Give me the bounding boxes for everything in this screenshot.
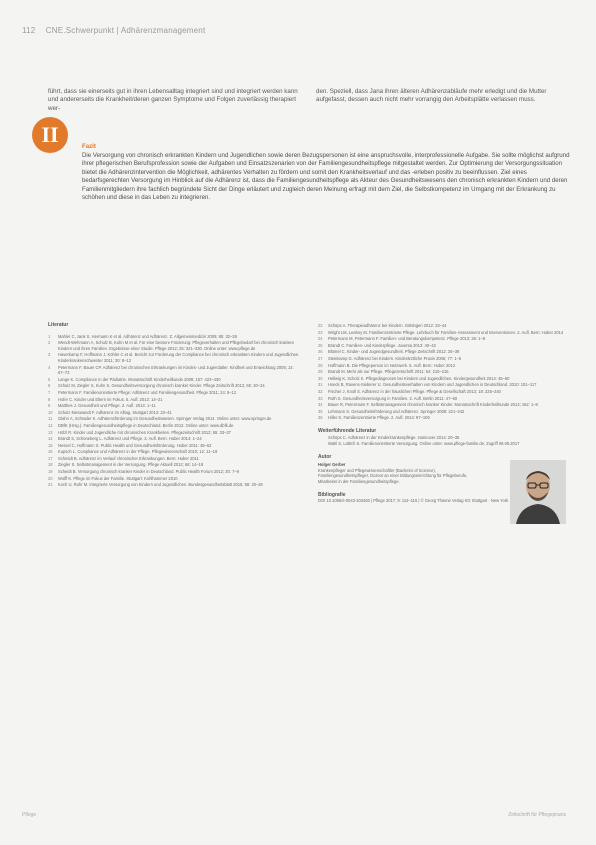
- reference-item: [318, 343, 570, 349]
- reference-number: 25: [318, 342, 323, 348]
- reference-item: [318, 336, 570, 342]
- reference-number: [318, 441, 328, 447]
- reference-number: 13: [48, 429, 53, 435]
- bibliography-heading: Bibliografie: [318, 491, 346, 498]
- bibliography-text: DOI 10.1055/s-0043-103460 | Pflege 2017; 9: 112–116 | © Georg Thieme Verlag KG Stuttgart · New York: [318, 498, 509, 504]
- reference-number: 24: [318, 336, 323, 342]
- reference-text: Petermann F, Bauer CP. Adhärenz bei chronischen Erkrankungen im Kindes- und Jugendalter. Kindheit und Entwicklung 2005; 14: 67–73: [58, 364, 294, 376]
- reference-text: Petermann F. Familienorientierte Pflege: Adhärenz und Familiengesundheit. Pflege 2011; 24: 5–12: [58, 389, 237, 395]
- reference-number: 22: [318, 323, 323, 328]
- reference-number: 7: [48, 389, 51, 395]
- reference-item: [318, 376, 570, 382]
- reference-text: Kupsch L. Compliance und Adhärenz in der Pflege. Pflegewissenschaft 2010; 12: 11–19: [58, 449, 218, 455]
- references-right: [318, 323, 570, 504]
- reference-number: 21: [48, 482, 53, 488]
- reference-item: [48, 365, 300, 376]
- reference-item: [48, 403, 300, 409]
- reference-text: DBfK (Hrsg.). Familiengesundheitspflege in Deutschland. Berlin 2012. Online unter: www.dbfk.de: [58, 422, 234, 428]
- reference-number: 3: [48, 352, 51, 358]
- reference-number: 36: [318, 415, 323, 421]
- author-bio: Krankenpfleger und Pflegewissenschaftler (Bachelor of Science), Familiengesundheitspfleger, Dozent an einer Bildungseinrichtung für Pflegeberufe, Mitarbeiter in der Familiengesundheitspflege.: [318, 467, 468, 485]
- reference-text: Wolff K. Pflege im Fokus der Familie. Stuttgart: Kohlhammer 2010: [58, 475, 178, 481]
- summary-text: Die Versorgung von chronisch erkrankten Kindern und Jugendlichen sowie deren Bezugspersonen ist eine anspruchsvolle, interprofessionelle Aufgabe. Sie sollte möglichst aufgrund ihrer pflegerischen Berufsprofession sowie der Aufgaben und Einsatzszenarien von der Familiengesundheitspflege mitgestaltet werden. Zur Optimierung der Versorgungssituation bietet die Adhärenzintervention die Möglichkeit, adhärentes Verhalten zu fördern und somit den Krankheitsverlauf und das -erleben positiv zu beeinflussen. Ziel eines bedarfsgerechten Versorgung im Hinblick auf die Adhärenz ist, dass die Familiengesundheitspflege als Akteur des Gesundheitswesens den chronisch erkrankten Kindern und deren Familienmitgliedern ihre fachlich begründete Sicht der Dinge erläutert und zugleich deren Meinung erfragt mit dem Ziel, die Selbstkompetenz im Umgang mit der Erkrankung zu schöhen und diese in das Leben zu integrieren.: [82, 151, 570, 201]
- reference-text: Mahler C, Jank S, Hermann K et al. Adhärenz und Adhärenz. Z. Allgemeinmedizin 2009; 85: 32–38: [58, 333, 237, 339]
- reference-item: [48, 430, 300, 436]
- further-reading-heading: Weiterführende Literatur: [318, 427, 377, 434]
- reference-number: 10: [48, 409, 53, 415]
- reference-text: Lehmann S. Gesundheitsförderung und Adhärenz. Springer 2008: 221–242: [328, 408, 465, 414]
- reference-text: Hofer C. Kinder und Eltern im Fokus. 5. Aufl. 2013: 14–21: [58, 396, 163, 402]
- reference-item: [318, 396, 570, 402]
- reference-item: [48, 423, 300, 429]
- reference-item: [48, 377, 300, 383]
- reference-text: Wendt-Wehmann A, Schulz B, Kuhn M et al. Für eine bessere Förderung: Pflegeverhalten und Pflegebedarf bei chronisch kranken Kindern und ihren Familien. Ergebnisse einer Studie. Pflege 2012; 25: 321–330. Online unter: www.pflege.de: [58, 340, 295, 351]
- reference-text: Schulz-Nieswandt F. Adhärenz im Alltag. Stuttgart 2013: 23–41: [58, 409, 172, 415]
- reference-text: Haverkamp F, Hoffmann J, Köhler C et al. Bericht zur Förderung der Compliance bei chronisch erkrankten Kindern und Jugendlichen. Kinderkrankenschwester 2011; 30: 8–12: [58, 352, 300, 363]
- reference-text: Hoeck B, Ravens-Sieberer U. Gesundheitsverhalten von Kindern und Jugendlichen in Deutschland. 2010: 101–117: [328, 382, 537, 388]
- reference-item: [48, 476, 300, 482]
- reference-text: Koch U, Ruhr M. Integrierte Versorgung von Kindern und Jugendlichen. Bundesgesundheitsblatt 2015; 58: 20–26: [58, 482, 263, 488]
- reference-item: [318, 415, 570, 421]
- running-header: [22, 26, 205, 35]
- reference-number: 8: [48, 396, 51, 402]
- section-title: CNE.Schwerpunkt | Adhärenzmanagement: [45, 26, 206, 35]
- body-text-left: führt, dass sie einerseits gut in ihren Lebensalltag integriert sind und integriert werden kann und andererseits die Krankheit/deren ganzen Symptome und Folgen zuverlässig therapiert wer-: [48, 88, 298, 112]
- reference-item: [318, 402, 570, 408]
- reference-item: [48, 482, 300, 488]
- reference-text: Brandt M. Mehr als nur Pflege. Pflegezeitschrift 2011; 64: 210–215: [328, 369, 449, 375]
- reference-text: Hoffmann B. Die Pflegeperson im Netzwerk. 5. Aufl. Bern: Huber 2012: [328, 362, 456, 368]
- reference-text: Nessel C, Hoffmann S. Public Health und Gesundheitsförderung. Huber 2011: 45–62: [58, 442, 212, 448]
- reference-number: 26: [318, 349, 323, 355]
- further-reading-list: [318, 435, 570, 447]
- reference-item: [48, 352, 300, 363]
- reference-item: [48, 416, 300, 422]
- reference-item: [318, 409, 570, 415]
- reference-text: Hölzl R. Kinder und Jugendliche mit chronischen Krankheiten. Pflegezeitschrift 2012; 65: 33–37: [58, 429, 231, 435]
- reference-text: Schöps C. Adhärenz in der Kinderkrankenpflege. Hannover 2014: 20–35: [328, 434, 460, 440]
- reference-number: 17: [48, 455, 53, 461]
- references-list-right: [318, 323, 570, 421]
- reference-number: 9: [48, 403, 51, 409]
- reference-text: Steinkamp G. Adhärenz bei Kindern. Kinderärztliche Praxis 2006; 77: 1–6: [328, 355, 462, 361]
- reference-text: Schulz M, Ziegler S, Kuhn S. Gesundheitsversorgung chronisch kranker Kinder. Pflege Zeitschrift 2012; 65: 20–24: [58, 383, 265, 389]
- body-text-right: den. Speziell, dass Jana ihren älteren Adhärenzabläufe mehr erledigt und die Mutter aufgefasst, dessen auch nicht mehr vorrangig den Arbeitsplätte verlassen muss.: [316, 88, 547, 104]
- footer-right: Zeitschrift für Pflegepraxis: [508, 812, 566, 818]
- reference-number: 5: [48, 376, 51, 382]
- reference-number: 11: [48, 416, 53, 422]
- reference-item: [48, 383, 300, 389]
- reference-item: [318, 382, 570, 388]
- reference-item: [318, 330, 570, 336]
- reference-text: Ziegler S. Selbstmanagement in der Versorgung. Pflege Aktuell 2012; 66: 14–19: [58, 462, 204, 468]
- reference-text: Hiller K. Familienzentrierte Pflege. 2. Aufl. 2014: 97–106: [328, 415, 430, 421]
- reference-item: [318, 349, 570, 355]
- reference-text: Blümel C. Kinder- und Jugendgesundheit. Pflege Zeitschrift 2012: 36–39: [328, 349, 460, 355]
- reference-item: [48, 443, 300, 449]
- references-list-left: [48, 334, 300, 488]
- reference-number: 23: [318, 329, 323, 335]
- reference-number: 33: [318, 395, 323, 401]
- reference-text: Petermann M, Petermann F. Familien- und Beratungskompetenz. Pflege 2013; 26: 1–8: [328, 336, 486, 342]
- reference-text: Scheidt B. Versorgung chronisch kranker Kinder in Deutschland. Public Health Forum 2012; 20: 7–9: [58, 469, 239, 475]
- reference-number: 29: [318, 369, 323, 375]
- reference-text: Bauer R, Petermann F. Selbstmanagement chronisch kranker Kinder. Monatsschrift Kinderheilkunde 2014; 162: 1–8: [328, 402, 538, 408]
- reference-item: [48, 410, 300, 416]
- author-name: Holger Gerber: [318, 462, 346, 468]
- reference-number: 14: [48, 436, 53, 442]
- reference-item: [48, 436, 300, 442]
- reference-text: Brandt S, Schöneberg L. Adhärenz und Pflege. 3. Aufl. Bern: Huber 2014: 1–24: [58, 436, 202, 442]
- reference-item: [318, 356, 570, 362]
- references-heading: Literatur: [48, 322, 69, 328]
- reference-number: 16: [48, 449, 53, 455]
- reference-item: [318, 323, 570, 329]
- reference-item: [48, 334, 300, 340]
- reference-number: 6: [48, 383, 51, 389]
- reference-number: 2: [48, 340, 51, 346]
- author-block: [318, 462, 570, 484]
- reference-text: Schöps A. Therapieadhärenz bei Kindern. Göttingen 2012: 33–44: [328, 323, 447, 328]
- reference-number: 28: [318, 362, 323, 368]
- reference-item: [48, 462, 300, 468]
- section-numeral-badge: II: [32, 117, 68, 153]
- reference-number: 31: [318, 382, 323, 388]
- reference-text: Glahn A, Schrader K. Adhärenzförderung im Gesundheitswesen. Springer Verlag 2014. Online unter: www.springer.de: [58, 416, 272, 422]
- reference-item: [318, 435, 570, 441]
- reference-text: Hellwig K, Scholz K. Pflegediagnosen bei Kindern und Jugendlichen. Kindergesundheit 2014: 45–50: [328, 375, 510, 381]
- reference-number: 15: [48, 442, 53, 448]
- page-number: 112: [22, 26, 36, 35]
- author-photo: [510, 460, 566, 524]
- author-heading: Autor: [318, 453, 332, 460]
- footer-left: Pflege: [22, 812, 37, 818]
- reference-number: 18: [48, 462, 53, 468]
- reference-number: 1: [48, 333, 51, 339]
- summary-box: [37, 143, 574, 203]
- reference-text: Fischer J, Knoll S. Adhärenz in der häuslichen Pflege. Pflege & Gesellschaft 2013; 18: 225–240: [328, 388, 501, 394]
- reference-item: [48, 449, 300, 455]
- reference-number: 32: [318, 388, 323, 394]
- reference-text: Matthes J. Gesundheit und Pflege. 2. Aufl. 2013: 1–11: [58, 403, 156, 409]
- reference-number: 30: [318, 375, 323, 381]
- reference-number: 19: [48, 469, 53, 475]
- reference-number: 12: [48, 422, 53, 428]
- reference-item: [48, 469, 300, 475]
- reference-number: 34: [318, 402, 323, 408]
- reference-text: Roth S. Gesundheitsversorgung in Familien. 2. Aufl. Berlin 2011: 47–60: [328, 395, 458, 401]
- reference-item: [318, 363, 570, 369]
- reference-text: Schmidt B. Adhärenz im Verlauf chronischer Erkrankungen. Bern: Huber 2011: [58, 455, 199, 461]
- reference-number: 20: [48, 475, 53, 481]
- reference-item: [48, 456, 300, 462]
- reference-item: [48, 390, 300, 396]
- reference-text: Brandt C. Familien- und Kinderpflege. Juventa 2013: 40–42: [328, 342, 436, 348]
- reference-text: Lange K. Compliance in der Pädiatrie. Monatsschrift Kinderheilkunde 2009; 157: 423–430: [58, 376, 221, 382]
- reference-item: [318, 389, 570, 395]
- reference-item: [318, 369, 570, 375]
- reference-item: [318, 441, 570, 447]
- reference-text: Wahl S, Lüttich S. Familienorientierte Versorgung. Online unter: www.pflege-familie.de; Zugriff 08.06.2017: [328, 441, 520, 447]
- reference-number: 27: [318, 355, 323, 361]
- reference-item: [48, 397, 300, 403]
- reference-number: [318, 435, 328, 441]
- reference-number: 4: [48, 364, 51, 370]
- summary-label: Fazit: [82, 143, 96, 150]
- reference-number: 35: [318, 408, 323, 414]
- reference-text: Wright LM, Leahey M. Familienzentrierte Pflege. Lehrbuch für Familien-Assessment und Interventionen. 2. Aufl. Bern: Huber 2014: [328, 329, 564, 335]
- reference-item: [48, 340, 300, 351]
- references-left: [48, 323, 300, 489]
